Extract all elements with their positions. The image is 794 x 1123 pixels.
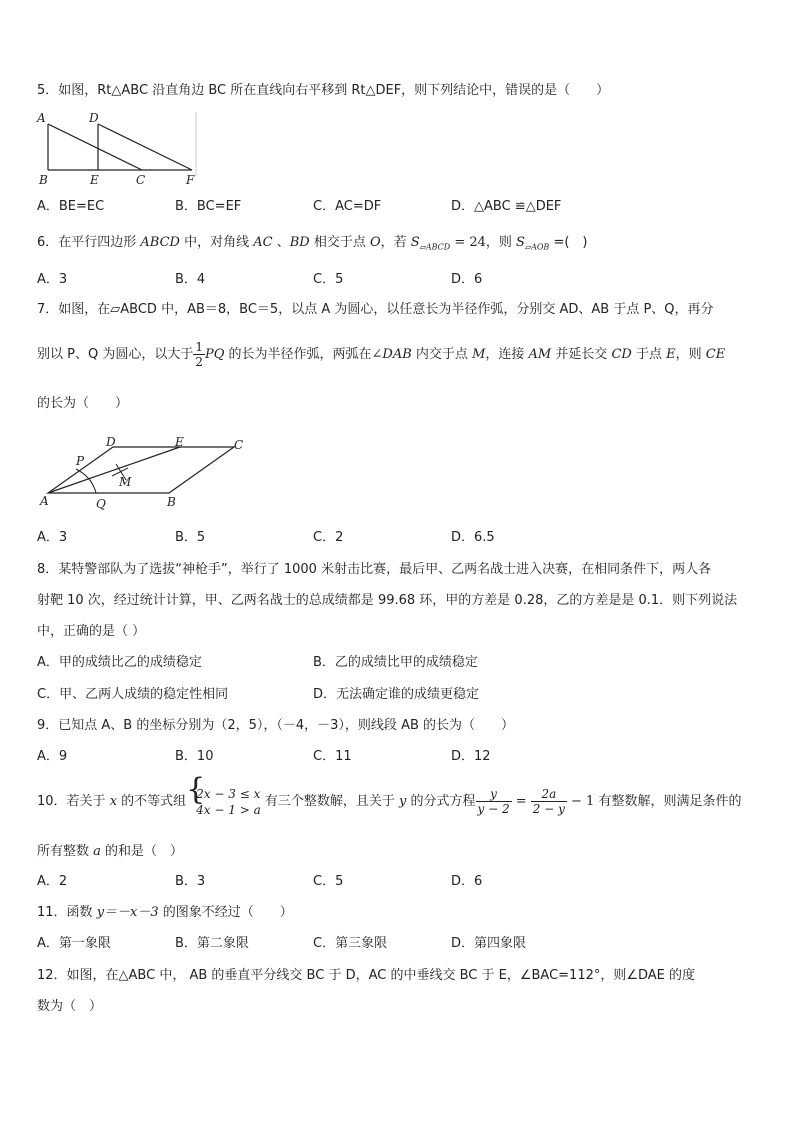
q7-option-d: D．6.5: [451, 530, 495, 545]
q7-label-q: Q: [96, 497, 106, 511]
q5-label-f: F: [186, 173, 195, 186]
q11-option-b: B．第二象限: [175, 936, 249, 951]
q10-inequality-system: { 2x − 3 ≤ x 4x − 1 > a: [186, 771, 261, 817]
q11-option-d: D．第四象限: [451, 936, 527, 951]
q6-stem: 6．在平行四边形 ABCD 中，对角线 AC 、BD 相交于点 O，若 $S_{▱ABCD} = 24$，则 $S_{▱AOB}$ =( ): [37, 235, 588, 252]
q8-stem-line1: 8．某特警部队为了选拔“神枪手”，举行了 1000 米射击比赛，最后甲、乙两名战士进入决赛，在相同条件下，两人各: [37, 562, 712, 577]
q10-option-b: B．3: [175, 874, 206, 889]
q7-label-m: M: [119, 475, 132, 489]
q7-option-c: C．2: [313, 530, 344, 545]
q10-stem-line1: 10．若关于 x 的不等式组 { 2x − 3 ≤ x 4x − 1 > a 有三个整数解，且关于 y 的分式方程 $\frac{y}{y - 2}$ = $\frac{2a}{2 - y}$ − 1 有整数解，则满足条件的: [37, 771, 742, 817]
q8-stem-line2: 射靶 10 次，经过统计计算，甲、乙两名战士的总成绩都是 99.68 环，甲的方差是 0.28，乙的方差是是 0.1．则下列说法: [37, 593, 738, 608]
q9-option-c: C．11: [313, 749, 352, 764]
q6-option-d: D．6: [451, 272, 483, 287]
q5-option-b: B．BC=EF: [175, 199, 242, 214]
q5-option-a: A．BE=EC: [37, 199, 105, 214]
q7-label-d: D: [106, 435, 116, 449]
q5-figure: [34, 110, 199, 186]
q11-option-c: C．第三象限: [313, 936, 388, 951]
q7-label-c: C: [234, 438, 244, 452]
q7-stem-line2: 别以 P、Q 为圆心，以大于 $\frac{1}{2}$ PQ 的长为半径作弧，两弧在∠DAB 内交于点 M，连接 AM 并延长交 CD 于点 E，则 CE: [37, 340, 726, 369]
q7-stem-line3: 的长为（ ）: [37, 396, 129, 411]
q5-option-c: C．AC=DF: [313, 199, 382, 214]
q7-option-a: A．3: [37, 530, 68, 545]
q11-option-a: A．第一象限: [37, 936, 111, 951]
q5-label-e: E: [90, 173, 99, 186]
q6-option-c: C．5: [313, 272, 344, 287]
q5-option-d: D．△ABC ≌△DEF: [451, 199, 562, 214]
q12-stem-line1: 12．如图，在△ABC 中， AB 的垂直平分线交 BC 于 D，AC 的中垂线交 BC 于 E，∠BAC=112°，则∠DAE 的度: [37, 968, 696, 983]
q9-option-d: D．12: [451, 749, 491, 764]
q7-stem-line1: 7．如图，在▱ABCD 中，AB＝8，BC＝5，以点 A 为圆心，以任意长为半径作弧，分别交 AD、AB 于点 P、Q，再分: [37, 302, 714, 317]
q10-option-d: D．6: [451, 874, 483, 889]
q5-label-b: B: [39, 173, 48, 186]
q5-label-d: D: [89, 111, 99, 125]
q8-stem-line3: 中，正确的是（ ）: [37, 624, 146, 639]
q6-option-a: A．3: [37, 272, 68, 287]
q7-label-b: B: [167, 495, 176, 509]
q12-stem-line2: 数为（ ）: [37, 999, 103, 1014]
q9-option-b: B．10: [175, 749, 214, 764]
q8-option-c: C．甲、乙两人成绩的稳定性相同: [37, 687, 229, 702]
q7-label-e: E: [175, 435, 184, 449]
q9-option-a: A．9: [37, 749, 68, 764]
q9-stem: 9．已知点 A、B 的坐标分别为（2，5），（－4，－3），则线段 AB 的长为（ ）: [37, 718, 515, 733]
q5-label-a: A: [37, 111, 46, 125]
q7-option-b: B．5: [175, 530, 206, 545]
q11-stem: 11．函数 y＝－x－3 的图象不经过（ ）: [37, 905, 293, 920]
q7-label-a: A: [40, 494, 49, 508]
q8-option-a: A．甲的成绩比乙的成绩稳定: [37, 655, 202, 670]
q10-option-c: C．5: [313, 874, 344, 889]
q5-stem: 5．如图，Rt△ABC 沿直角边 BC 所在直线向右平移到 Rt△DEF，则下列结论中，错误的是（ ）: [37, 83, 610, 98]
q8-option-b: B．乙的成绩比甲的成绩稳定: [313, 655, 478, 670]
q7-label-p: P: [76, 454, 85, 468]
q10-option-a: A．2: [37, 874, 68, 889]
q5-label-c: C: [136, 173, 146, 186]
q7-figure: [36, 432, 252, 514]
q6-option-b: B．4: [175, 272, 206, 287]
q8-option-d: D．无法确定谁的成绩更稳定: [313, 687, 480, 702]
q10-stem-line2: 所有整数 a 的和是（ ）: [37, 844, 184, 859]
